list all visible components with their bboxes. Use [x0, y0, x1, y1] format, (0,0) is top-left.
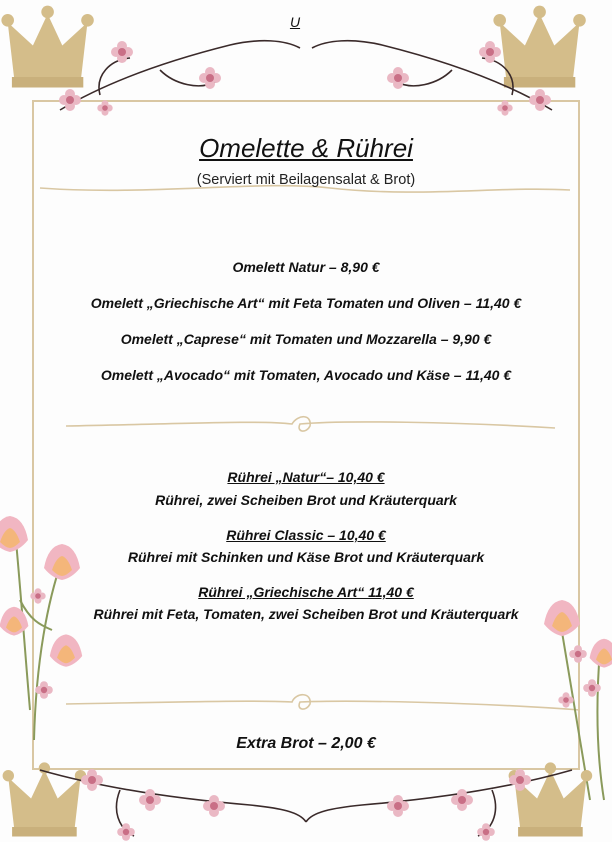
floral-branch-icon [40, 770, 572, 836]
menu-item-ruehrei-name: Rührei „Griechische Art“ 11,40 € [198, 584, 414, 600]
menu-item-omelette: Omelett Natur – 8,90 € [232, 259, 380, 275]
flower-icon [81, 769, 531, 841]
page-title: Omelette & Rührei [199, 133, 413, 163]
menu-item-extra: Extra Brot – 2,00 € [236, 735, 376, 752]
menu-item-ruehrei-name: Rührei „Natur“– 10,40 € [227, 469, 385, 485]
menu-item-ruehrei-desc: Rührei, zwei Scheiben Brot und Kräuterquark [155, 492, 457, 508]
top-mark: U [289, 14, 301, 30]
crown-icon [509, 762, 593, 836]
crown-icon [1, 6, 93, 88]
menu-item-ruehrei-name: Rührei Classic – 10,40 € [226, 527, 386, 543]
crown-icon [3, 762, 87, 836]
menu-item-omelette: Omelett „Caprese“ mit Tomaten und Mozzarella – 9,90 € [120, 331, 492, 347]
menu-item-ruehrei-desc: Rührei mit Schinken und Käse Brot und Kräuterquark [127, 549, 485, 565]
page-subtitle: (Serviert mit Beilagensalat & Brot) [196, 172, 416, 188]
gold-frame [32, 100, 580, 770]
menu-item-omelette: Omelett „Avocado“ mit Tomaten, Avocado und Käse – 11,40 € [100, 367, 512, 383]
crown-icon [493, 6, 585, 88]
menu-item-omelette: Omelett „Griechische Art“ mit Feta Tomaten und Oliven – 11,40 € [90, 295, 522, 311]
menu-item-ruehrei-desc: Rührei mit Feta, Tomaten, zwei Scheiben Brot und Kräuterquark [93, 606, 519, 622]
